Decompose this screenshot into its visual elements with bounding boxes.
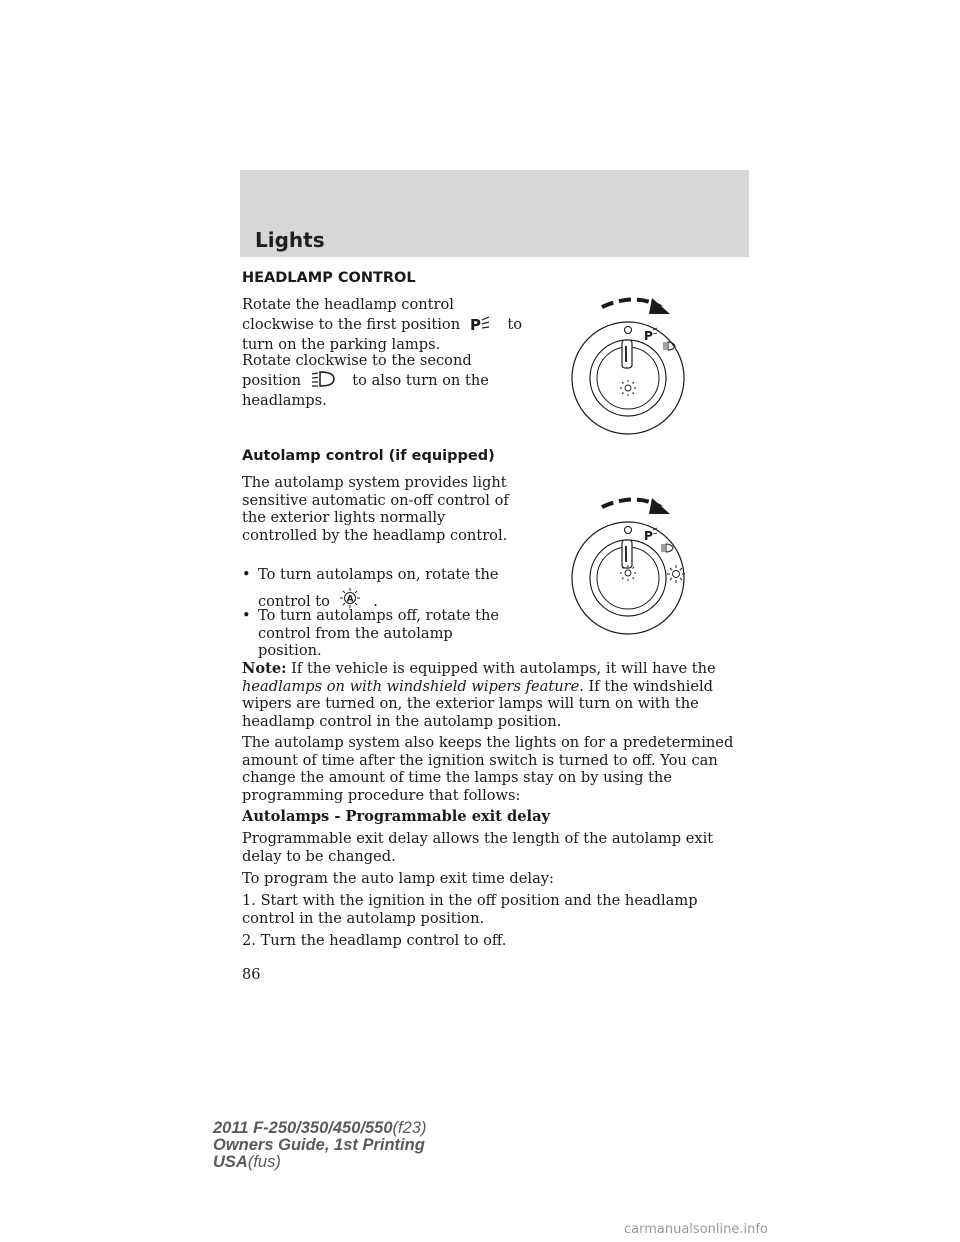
exit-delay-paragraph: Programmable exit delay allows the length of the autolamp exit delay to be changed.	[242, 830, 714, 865]
list-item-autolamp-on: To turn autolamps on, rotate the control to A .	[258, 566, 508, 613]
svg-text:A: A	[346, 594, 354, 604]
text-line: turn on the parking lamps.	[242, 336, 441, 353]
autolamp-intro: The autolamp system provides light sensitive automatic on-off control of the exterior lights normally controlled by the headlamp control.	[242, 474, 509, 544]
headlamp-control-heading: HEADLAMP CONTROL	[242, 270, 416, 286]
text-line: headlamps.	[242, 392, 327, 409]
list-item-autolamp-off: To turn autolamps off, rotate the control from the autolamp position.	[258, 607, 500, 659]
exit-delay-heading: Autolamps - Programmable exit delay	[242, 808, 551, 825]
page-number: 86	[242, 966, 261, 983]
parking-lamp-icon	[469, 314, 491, 337]
text-line: position to also turn on the	[242, 370, 489, 393]
svg-text:P: P	[644, 529, 653, 543]
headlamp-para-1	[242, 296, 522, 354]
program-intro: To program the auto lamp exit time delay:	[242, 870, 554, 887]
text-line: Rotate the headlamp control	[242, 296, 454, 313]
step-1: 1. Start with the ignition in the off position and the headlamp control in the autolamp position.	[242, 892, 698, 927]
step-2: 2. Turn the headlamp control to off.	[242, 932, 507, 949]
autolamp-delay-paragraph: The autolamp system also keeps the lights on for a predetermined amount of time after the ignition switch is turned to off. You can change the amount of time the lamps stay on by using the programming procedure that follows:	[242, 734, 734, 804]
autolamp-dial-illustration	[560, 492, 700, 640]
svg-text:P: P	[469, 315, 481, 332]
headlamp-para-2	[242, 352, 489, 410]
bullet-dot: •	[242, 607, 251, 624]
headlamp-icon	[310, 370, 336, 393]
footer-print-info: 2011 F-250/350/450/550(f23) Owners Guide, 1st Printing USA(fus)	[213, 1119, 427, 1171]
autolamp-heading: Autolamp control (if equipped)	[242, 448, 495, 464]
watermark: carmanualsonline.info	[624, 1222, 768, 1237]
headlamp-dial-illustration	[560, 292, 700, 440]
text-line: clockwise to the first position P to	[242, 314, 522, 337]
note-paragraph: Note: If the vehicle is equipped with autolamps, it will have the headlamps on with windshield wipers feature. If the windshield wipers are turned on, the exterior lamps will turn on with the headlamp control in the autolamp position.	[242, 660, 716, 730]
svg-text:P: P	[644, 329, 653, 343]
section-title: Lights	[255, 228, 325, 252]
text-line: Rotate clockwise to the second	[242, 352, 472, 369]
bullet-dot: •	[242, 566, 251, 583]
